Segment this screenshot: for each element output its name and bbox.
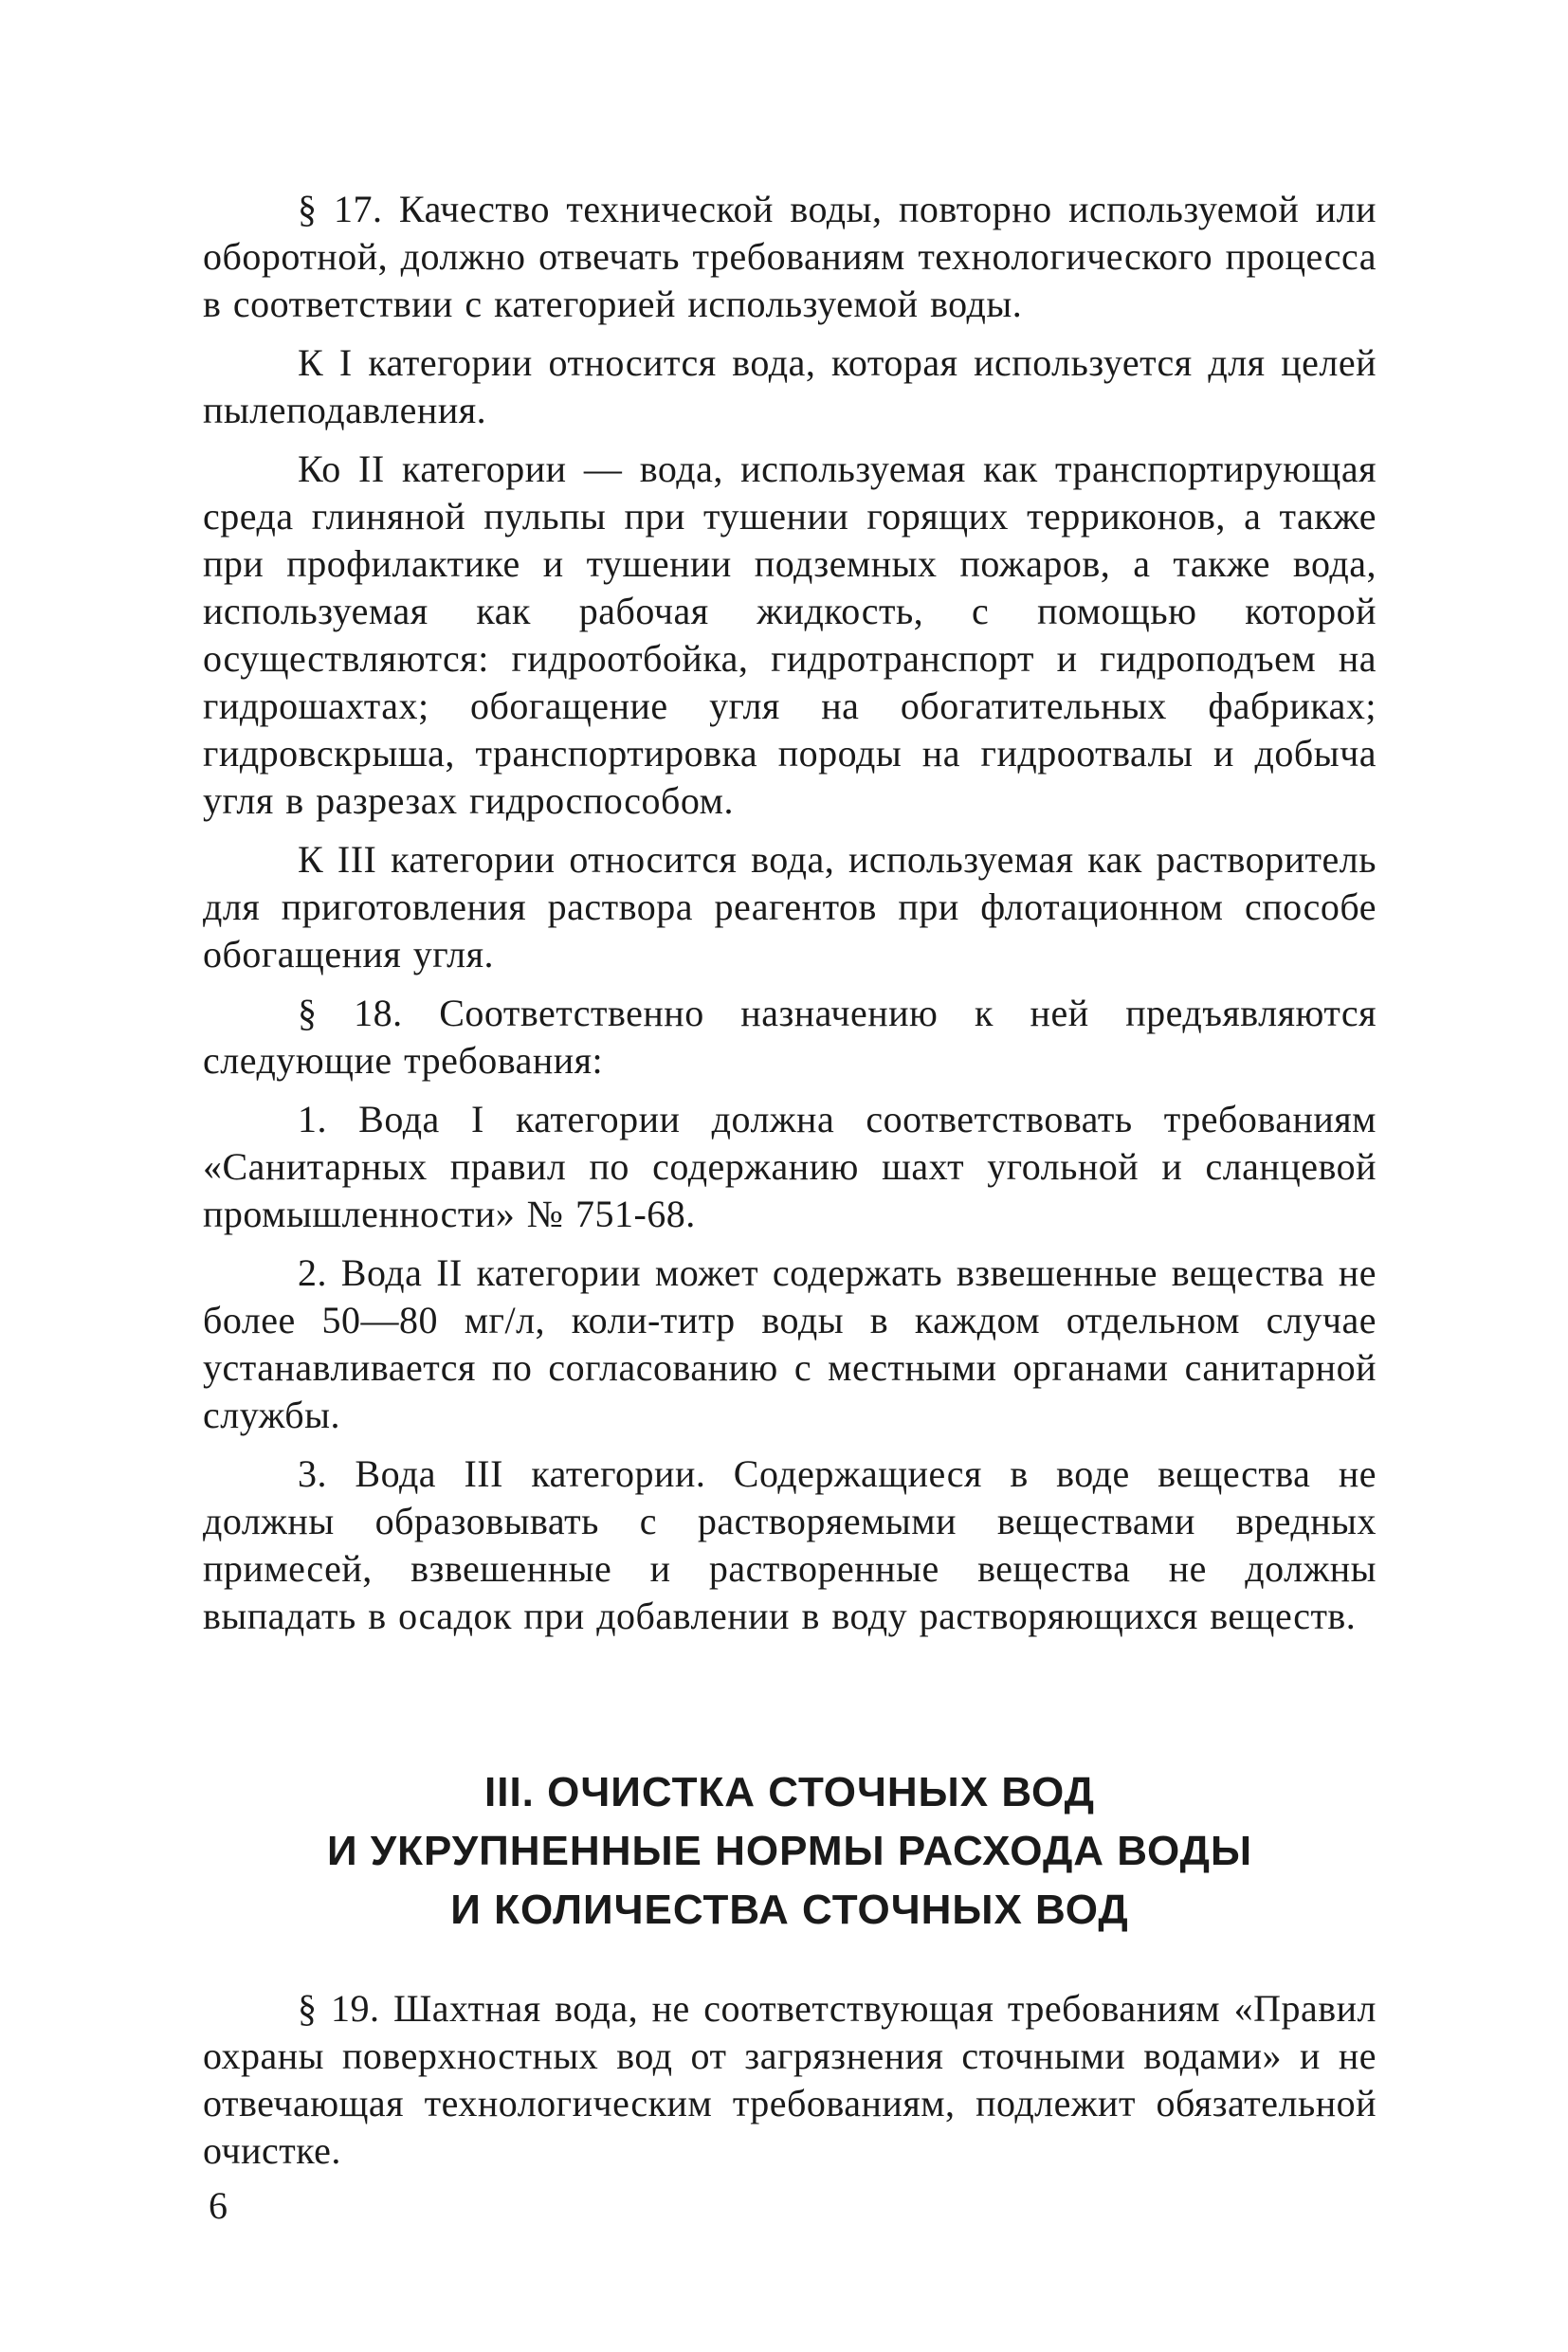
requirement-item-1: 1. Вода I категории должна соответствовать требованиям «Санитарных правил по содержанию шахт угольной и сланцевой промышленности» № 751-68. [203,1098,1377,1235]
paragraph-category-3: К III категории относится вода, используемая как растворитель для приготовления раствора реагентов при флотационном способе обогащения угля. [203,838,1377,975]
paragraph-category-1: К I категории относится вода, которая используется для целей пылеподавления. [203,341,1377,431]
requirement-item-3: 3. Вода III категории. Содержащиеся в воде вещества не должны образовывать с растворяемыми веществами вредных примесей, взвешенные и растворенные вещества не должны выпадать в осадок при добавлении в воду растворяющихся веществ. [203,1452,1377,1637]
section-heading-line-1: III. ОЧИСТКА СТОЧНЫХ ВОД [484,1769,1095,1815]
document-page [203,186,1377,2186]
requirement-item-2: 2. Вода II категории может содержать взвешенные вещества не более 50—80 мг/л, коли-титр воды в каждом отдельном случае устанавливается по согласованию с местными органами санитарной службы. [203,1251,1377,1436]
paragraph-19: § 19. Шахтная вода, не соответствующая требованиям «Правил охраны поверхностных вод от загрязнения сточными водами» и не отвечающая технологическим требованиям, подлежит обязательной очистке. [203,1987,1377,2172]
paragraph-17: § 17. Качество технической воды, повторно используемой или оборотной, должно отвечать требованиям технологического процесса в соответствии с категорией используемой воды. [203,188,1377,325]
paragraph-category-2: Ко II категории — вода, используемая как транспортирующая среда глиняной пульпы при тушении горящих терриконов, а также при профилактике и тушении подземных пожаров, а также вода, используемая как рабочая жидкость, с помощью которой осуществляются: гидроотбойка, гидротранспорт и гидроподъем на гидрошахтах; обогащение угля на обогатительных фабриках; гидровскрыша, транспортировка породы на гидроотвалы и добыча угля в разрезах гидроспособом. [203,447,1377,822]
paragraph-18: § 18. Соответственно назначению к ней предъявляются следующие требования: [203,992,1377,1082]
page-number: 6 [209,2184,228,2227]
section-heading [203,1763,1377,1940]
section-heading-line-3: И КОЛИЧЕСТВА СТОЧНЫХ ВОД [450,1887,1129,1933]
requirements-list [203,1096,1377,1640]
section-heading-line-2: И УКРУПНЕННЫЕ НОРМЫ РАСХОДА ВОДЫ [326,1828,1253,1874]
